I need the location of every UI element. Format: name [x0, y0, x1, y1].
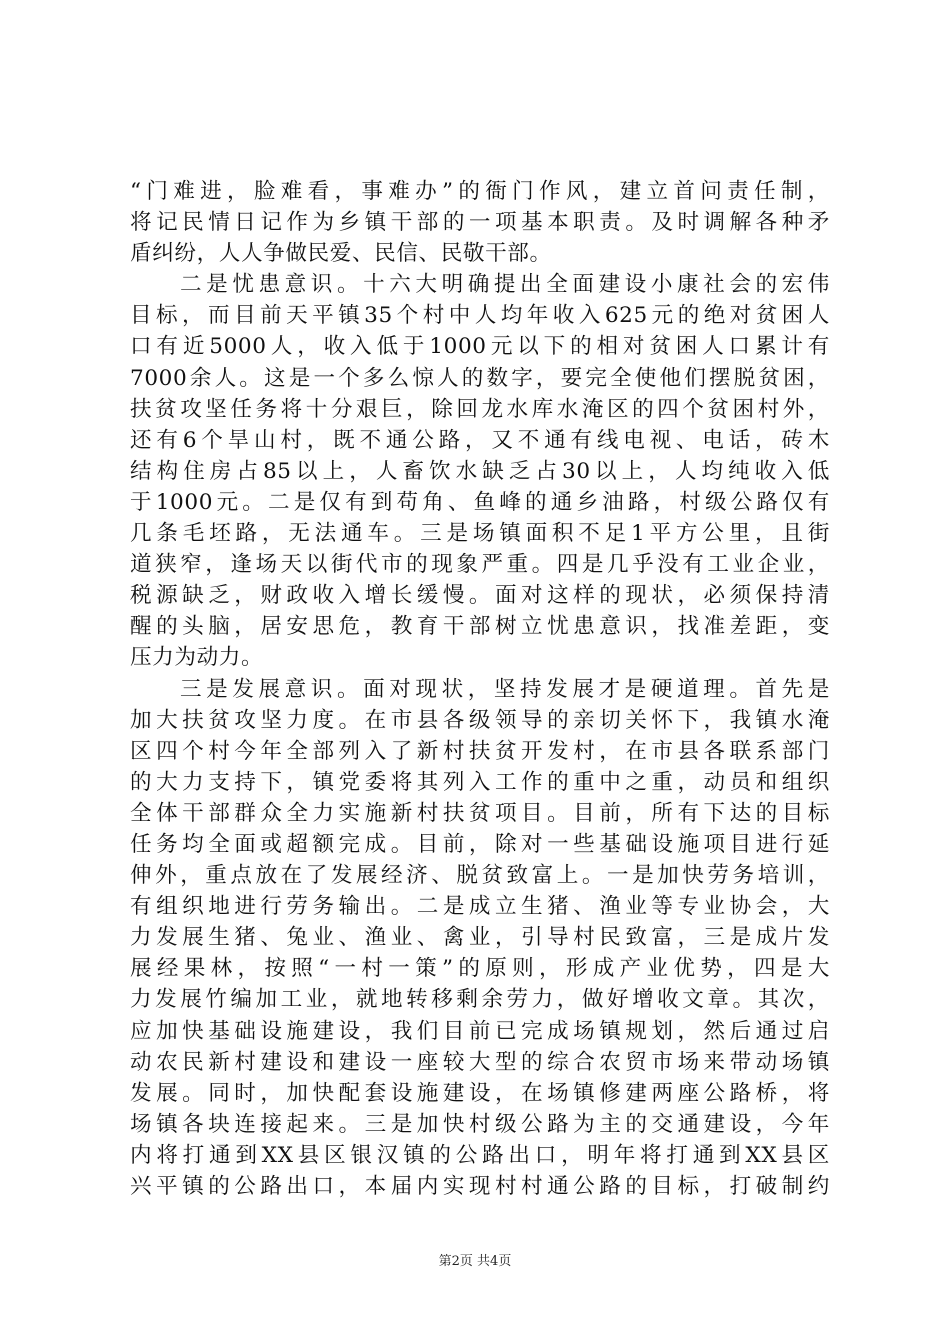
text-line: 场镇各块连接起来。三是加快村级公路为主的交通建设，今年 [130, 1111, 830, 1137]
text-line: 任务均全面或超额完成。目前，除对一些基础设施项目进行延 [130, 831, 830, 857]
text-line: 力发展生猪、兔业、渔业、禽业，引导村民致富，三是成片发 [130, 925, 830, 951]
text-line: 税源缺乏，财政收入增长缓慢。面对这样的现状，必须保持清 [130, 583, 830, 609]
text-line: 的大力支持下，镇党委将其列入工作的重中之重，动员和组织 [130, 769, 830, 795]
text-line: 有组织地进行劳务输出。二是成立生猪、渔业等专业协会，大 [130, 894, 830, 920]
text-line: 动农民新村建设和建设一座较大型的综合农贸市场来带动场镇 [130, 1049, 830, 1075]
text-line: 口有近5000人，收入低于1000元以下的相对贫困人口累计有 [130, 334, 830, 360]
document-body [130, 176, 830, 1202]
text-line: 三是发展意识。面对现状，坚持发展才是硬道理。首先是 [180, 676, 830, 702]
text-line: 盾纠纷，人人争做民爱、民信、民敬干部。 [130, 241, 552, 267]
text-line: 结构住房占85以上，人畜饮水缺乏占30以上，人均纯收入低 [130, 458, 830, 484]
text-line: 于1000元。二是仅有到苟角、鱼峰的通乡油路，村级公路仅有 [130, 489, 830, 515]
text-line: 兴平镇的公路出口，本届内实现村村通公路的目标，打破制约 [130, 1174, 830, 1199]
text-line: 力发展竹编加工业，就地转移剩余劳力，做好增收文章。其次， [130, 987, 830, 1013]
text-line: 加大扶贫攻坚力度。在市县各级领导的亲切关怀下，我镇水淹 [130, 707, 830, 733]
text-line: 二是忧患意识。十六大明确提出全面建设小康社会的宏伟 [180, 272, 830, 298]
text-line: 应加快基础设施建设，我们目前已完成场镇规划，然后通过启 [130, 1018, 830, 1044]
text-line: 伸外，重点放在了发展经济、脱贫致富上。一是加快劳务培训， [130, 863, 830, 889]
text-line: 还有6个旱山村，既不通公路，又不通有线电视、电话，砖木 [130, 427, 830, 453]
page-number: 第2页 共4页 [438, 1254, 512, 1269]
text-line: 几条毛坯路，无法通车。三是场镇面积不足1平方公里，且街 [130, 521, 830, 547]
text-line: 醒的头脑，居安思危，教育干部树立忧患意识，找准差距，变 [130, 614, 830, 640]
text-line: 扶贫攻坚任务将十分艰巨，除回龙水库水淹区的四个贫困村外， [130, 396, 830, 422]
text-line: 展经果林，按照“一村一策”的原则，形成产业优势，四是大 [130, 956, 830, 982]
text-line: 发展。同时，加快配套设施建设，在场镇修建两座公路桥，将 [130, 1080, 830, 1106]
text-line: 将记民情日记作为乡镇干部的一项基本职责。及时调解各种矛 [130, 210, 830, 236]
text-line: 区四个村今年全部列入了新村扶贫开发村，在市县各联系部门 [130, 738, 830, 764]
text-line: 压力为动力。 [130, 645, 264, 671]
text-line: 道狭窄，逢场天以街代市的现象严重。四是几乎没有工业企业， [130, 552, 830, 578]
text-line: 全体干部群众全力实施新村扶贫项目。目前，所有下达的目标 [130, 800, 830, 826]
text-line: 内将打通到XX县区银汉镇的公路出口，明年将打通到XX县区 [130, 1142, 830, 1168]
text-line: 目标，而目前天平镇35个村中人均年收入625元的绝对贫困人 [130, 303, 830, 329]
text-line: “门难进，脸难看，事难办”的衙门作风，建立首问责任制， [130, 179, 830, 204]
text-line: 7000余人。这是一个多么惊人的数字，要完全使他们摆脱贫困， [130, 365, 830, 391]
